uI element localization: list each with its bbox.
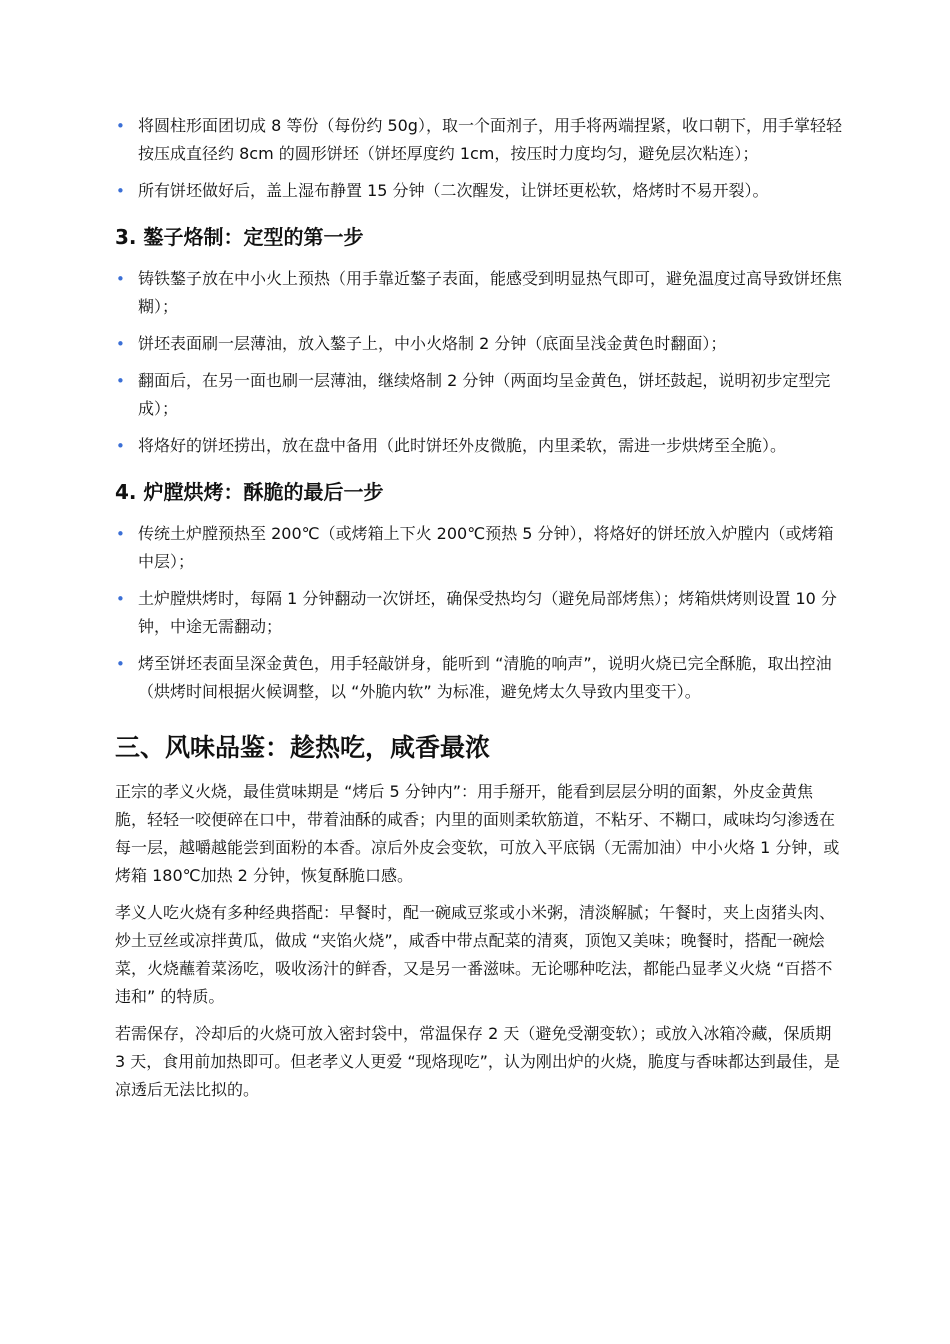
bullet-icon: • (116, 590, 125, 608)
bullet-icon: • (116, 525, 125, 543)
bullet-icon: • (116, 372, 125, 390)
list-item: • 将圆柱形面团切成 8 等份（每份约 50g），取一个面剂子，用手将两端捏紧，收口朝下，用手掌轻轻按压成直径约 8cm 的圆形饼坯（饼坯厚度约 1cm，按压时力度均匀，避免层次粘连）； (115, 112, 845, 168)
document-page (115, 112, 845, 1113)
list-item: • 饼坯表面刷一层薄油，放入鏊子上，中小火烙制 2 分钟（底面呈浅金黄色时翻面）； (115, 330, 845, 358)
bullet-icon: • (116, 182, 125, 200)
list-item: • 烤至饼坯表面呈深金黄色，用手轻敲饼身，能听到 “清脆的响声”，说明火烧已完全酥脆，取出控油（烘烤时间根据火候调整，以 “外脆内软” 为标准，避免烤太久导致内里变干）。 (115, 650, 845, 706)
step4-bullet-list (115, 520, 845, 706)
step3-bullet-list (115, 265, 845, 460)
step3-heading: 3. 鏊子烙制：定型的第一步 (115, 225, 364, 249)
list-item: • 将烙好的饼坯捞出，放在盘中备用（此时饼坯外皮微脆，内里柔软，需进一步烘烤至全脆）。 (115, 432, 845, 460)
list-item: • 传统土炉膛预热至 200℃（或烤箱上下火 200℃预热 5 分钟），将烙好的饼坯放入炉膛内（或烤箱中层）； (115, 520, 845, 576)
list-item: • 铸铁鏊子放在中小火上预热（用手靠近鏊子表面，能感受到明显热气即可，避免温度过高导致饼坯焦糊）； (115, 265, 845, 321)
paragraph: 若需保存，冷却后的火烧可放入密封袋中，常温保存 2 天（避免受潮变软）；或放入冰箱冷藏，保质期 3 天，食用前加热即可。但老孝义人更爱 “现烙现吃”，认为刚出炉的火烧，脆度与香味都达到最佳，是凉透后无法比拟的。 (115, 1024, 840, 1099)
section3-heading: 三、风味品鉴：趁热吃，咸香最浓 (115, 733, 491, 762)
step2-bullet-list (115, 112, 845, 205)
bullet-icon: • (116, 270, 125, 288)
list-item: • 翻面后，在另一面也刷一层薄油，继续烙制 2 分钟（两面均呈金黄色，饼坯鼓起，说明初步定型完成）； (115, 367, 845, 423)
bullet-icon: • (116, 655, 125, 673)
bullet-icon: • (116, 437, 125, 455)
bullet-icon: • (116, 117, 125, 135)
paragraph: 正宗的孝义火烧，最佳赏味期是 “烤后 5 分钟内”：用手掰开，能看到层层分明的面絮，外皮金黄焦脆，轻轻一咬便碎在口中，带着油酥的咸香；内里的面则柔软筋道，不粘牙、不糊口，咸味均匀渗透在每一层，越嚼越能尝到面粉的本香。凉后外皮会变软，可放入平底锅（无需加油）中小火烙 1 分钟，或烤箱 180℃加热 2 分钟，恢复酥脆口感。 (115, 782, 840, 885)
list-item: • 土炉膛烘烤时，每隔 1 分钟翻动一次饼坯，确保受热均匀（避免局部烤焦）；烤箱烘烤则设置 10 分钟，中途无需翻动； (115, 585, 845, 641)
step4-heading: 4. 炉膛烘烤：酥脆的最后一步 (115, 480, 384, 504)
bullet-icon: • (116, 335, 125, 353)
paragraph: 孝义人吃火烧有多种经典搭配：早餐时，配一碗咸豆浆或小米粥，清淡解腻；午餐时，夹上卤猪头肉、炒土豆丝或凉拌黄瓜，做成 “夹馅火烧”，咸香中带点配菜的清爽，顶饱又美味；晚餐时，搭配一碗烩菜，火烧蘸着菜汤吃，吸收汤汁的鲜香，又是另一番滋味。无论哪种吃法，都能凸显孝义火烧 “百搭不违和” 的特质。 (115, 903, 836, 1006)
list-item: • 所有饼坯做好后，盖上湿布静置 15 分钟（二次醒发，让饼坯更松软，烙烤时不易开裂）。 (115, 177, 845, 205)
